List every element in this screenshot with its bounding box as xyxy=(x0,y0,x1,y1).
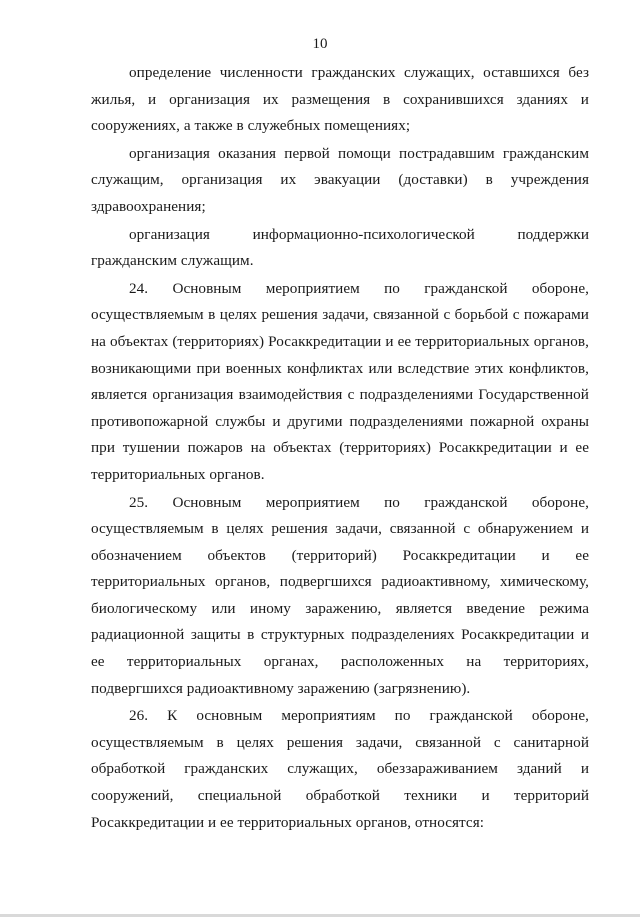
paragraph-item-25: 25. Основным мероприятием по гражданской обороне, осуществляемым в целях решения задачи, связанной с обнаружением и обозначением объектов (территорий) Росаккредитации и ее территориальных органов, подвергшихся радиоактивному, химическому, биологическому или иному заражению, является введение режима радиационной защиты в структурных подразделениях Росаккредитации и ее территориальных органах, расположенных на территориях, подвергшихся радиоактивному заражению (загрязнению). xyxy=(91,493,589,697)
paragraph-item-24: 24. Основным мероприятием по гражданской обороне, осуществляемым в целях решения задачи, связанной с борьбой с пожарами на объектах (территориях) Росаккредитации и ее территориальных органов, возникающими при военных конфликтах или вследствие этих конфликтов, является организация взаимодействия с подразделениями Государственной противопожарной службы и другими подразделениями пожарной охраны при тушении пожаров на объектах (территориях) Росаккредитации и ее территориальных органов. xyxy=(91,279,589,483)
document-body xyxy=(91,60,589,836)
paragraph-housing: определение численности гражданских служащих, оставшихся без жилья, и организация их размещения в сохранившихся зданиях и сооружениях, а также в служебных помещениях; xyxy=(91,64,589,135)
paragraph-psychological-support: организация информационно-психологической поддержки гражданским служащим. xyxy=(91,225,589,270)
paragraph-first-aid: организация оказания первой помощи пострадавшим гражданским служащим, организация их эвакуации (доставки) в учреждения здравоохранения; xyxy=(91,144,589,215)
page-number: 10 xyxy=(312,36,328,52)
paragraph-item-26: 26. К основным мероприятиям по гражданской обороне, осуществляемым в целях решения задачи, связанной с санитарной обработкой гражданских служащих, обеззараживанием зданий и сооружений, специальной обработкой техники и территорий Росаккредитации и ее территориальных органов, относятся: xyxy=(91,707,589,831)
